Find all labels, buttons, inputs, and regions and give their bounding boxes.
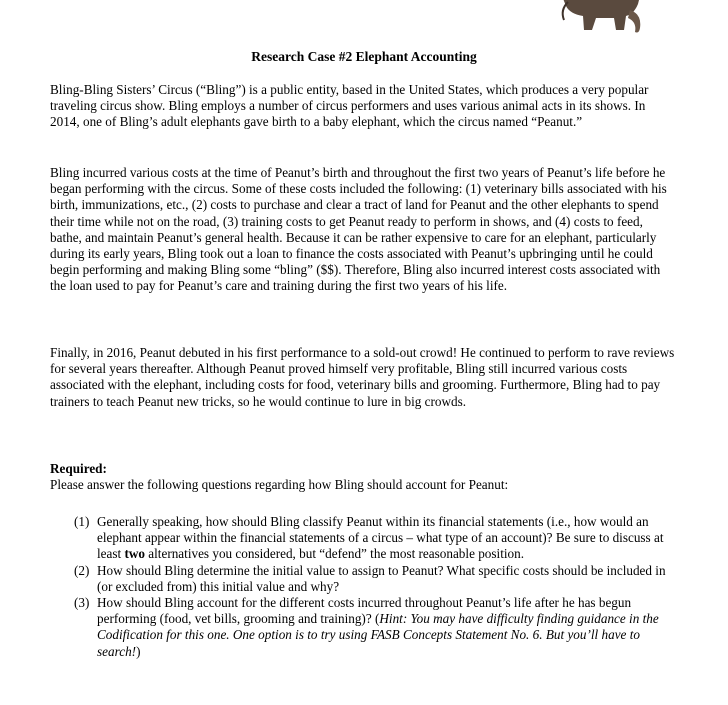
question-2-text: How should Bling determine the initial value to assign to Peanut? What specific costs should be included in (or excluded from) this initial value and why? xyxy=(97,562,666,594)
elephant-image xyxy=(556,0,646,38)
required-section xyxy=(50,461,678,493)
question-item-3 xyxy=(74,595,678,660)
intro-paragraph: Bling-Bling Sisters’ Circus (“Bling”) is a public entity, based in the United States, which produces a very popular traveling circus show. Bling employs a number of circus performers and uses various animal acts in its shows. In 2014, one of Bling’s adult elephants gave birth to a baby elephant, which the circus named “Peanut.” xyxy=(50,82,649,130)
question-number-1: (1) xyxy=(74,514,90,529)
costs-paragraph: Bling incurred various costs at the time of Peanut’s birth and throughout the first two years of Peanut’s life before he began performing with the circus. Some of these costs included the following: (1) veterinary bills associated with his birth, immunizations, etc., (2) costs to purchase and clear a tract of land for Peanut and the other elephants to spend their time while not on the road, (3) training costs to get Peanut ready to perform in shows, and (4) costs to feed, bathe, and maintain Peanut’s general health. Because it can be rather expensive to care for an elephant, particularly during its early years, Bling took out a loan to finance the costs associated with Peanut’s upbringing until he could begin performing and making Bling some “bling” ($$). Therefore, Bling also incurred interest costs associated with the loan used to pay for Peanut’s care and training during the first two years of his life. xyxy=(50,165,667,294)
question-number-2: (2) xyxy=(74,562,90,578)
document-title: Research Case #2 Elephant Accounting xyxy=(251,49,477,64)
debut-paragraph: Finally, in 2016, Peanut debuted in his first performance to a sold-out crowd! He continued to perform to rave reviews for several years thereafter. Although Peanut proved himself very profitable, Bling still incurred various costs associated with the elephant, including costs for food, veterinary bills and grooming. Furthermore, Bling had to pay trainers to teach Peanut new tricks, so he would continue to lure in big crowds. xyxy=(50,345,675,409)
question-item-2 xyxy=(74,563,678,595)
required-intro: Please answer the following questions regarding how Bling should account for Peanut: xyxy=(50,477,509,493)
required-heading: Required: xyxy=(50,461,107,476)
question-list xyxy=(74,514,678,660)
question-1-bold: two xyxy=(124,546,145,562)
question-3-end: ) xyxy=(136,643,141,659)
question-item-1 xyxy=(74,514,678,563)
question-1-text-b: alternatives you considered, but “defend” the most reasonable position. xyxy=(144,546,525,562)
question-3-text: How should Bling account for the different costs incurred throughout Peanut’s life after he has begun performing (food, vet bills, grooming and training)? ( xyxy=(97,595,632,627)
question-3-hint: Hint: You may have difficulty finding guidance in the Codification for this one. One option is to try using FASB Concepts Statement No. 6. But you’ll have to search! xyxy=(97,611,659,659)
question-1-text-a: Generally speaking, how should Bling classify Peanut within its financial statements (i.e., how would an elephant appear within the financial statements of a circus – what type of an account)? Be sure to discuss at least xyxy=(97,514,664,562)
question-number-3: (3) xyxy=(74,595,90,611)
